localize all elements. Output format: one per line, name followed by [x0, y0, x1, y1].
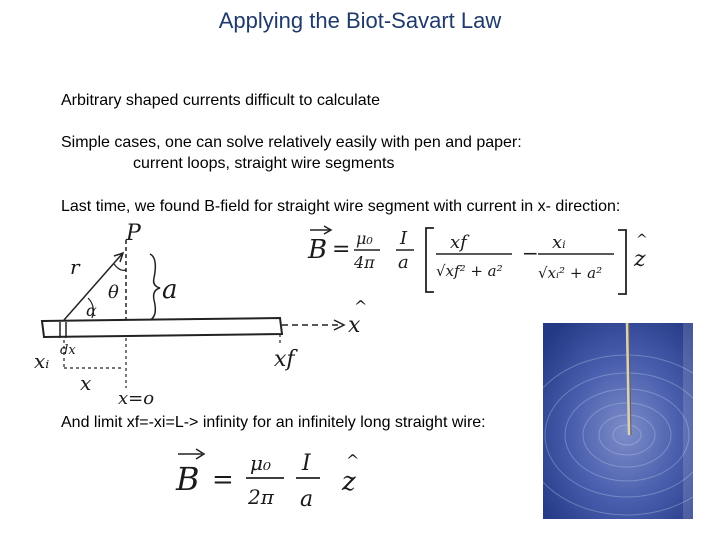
last-time-line: Last time, we found B-field for straight wire segment with current in x- direction: [61, 198, 621, 215]
alpha-label: α [86, 301, 97, 320]
distance-a: a [398, 252, 409, 273]
slide-title: Applying the Biot-Savart Law [218, 8, 502, 33]
two-pi: 2π [248, 485, 274, 509]
theta-label: θ [108, 282, 119, 303]
z-unit-vector-2: z [342, 467, 356, 497]
xf-numerator: xf [450, 232, 467, 253]
mu-zero-2: μ₀ [250, 451, 272, 475]
z-hat-mark: ^ [636, 232, 648, 248]
distance-a-2: a [300, 487, 314, 512]
current-i-2: I [302, 451, 311, 476]
four-pi: 4π [354, 253, 375, 272]
segment-field-equation [300, 222, 670, 302]
x-distance-label: x [80, 371, 92, 395]
equals-sign-2: = [212, 465, 234, 495]
mu-zero: μ₀ [356, 229, 373, 248]
r-vector-label: r [70, 255, 80, 279]
xf-label: xf [274, 347, 295, 372]
b-field-symbol-2: B [176, 460, 200, 498]
xi-denominator: √xᵢ² + a² [538, 264, 603, 282]
z-unit-vector: z [634, 247, 646, 272]
simple-cases-line: Simple cases, one can solve relatively easily with pen and paper: [61, 134, 522, 151]
dx-label: dx [60, 343, 76, 358]
equals-sign: = [332, 237, 351, 262]
xi-label: xᵢ [34, 349, 50, 373]
limit-line: And limit xf=-xi=L-> infinity for an infinitely long straight wire: [61, 414, 486, 431]
iron-filings-photo [543, 323, 693, 519]
intro-line: Arbitrary shaped currents difficult to calculate [61, 92, 380, 109]
b-field-symbol: B [308, 235, 328, 265]
x-zero-label: x=o [118, 388, 155, 408]
xf-denominator: √xf² + a² [436, 262, 503, 280]
examples-line: current loops, straight wire segments [133, 155, 395, 172]
z-hat-mark-2: ^ [346, 451, 360, 470]
minus-sign: − [522, 241, 539, 265]
xi-numerator: xᵢ [552, 232, 566, 253]
distance-a-label: a [162, 275, 178, 305]
infinite-wire-equation [172, 444, 392, 516]
x-hat-mark: ^ [354, 297, 368, 316]
x-axis-label: x [348, 313, 361, 338]
current-i: I [400, 228, 408, 249]
point-p-label: P [126, 221, 141, 246]
